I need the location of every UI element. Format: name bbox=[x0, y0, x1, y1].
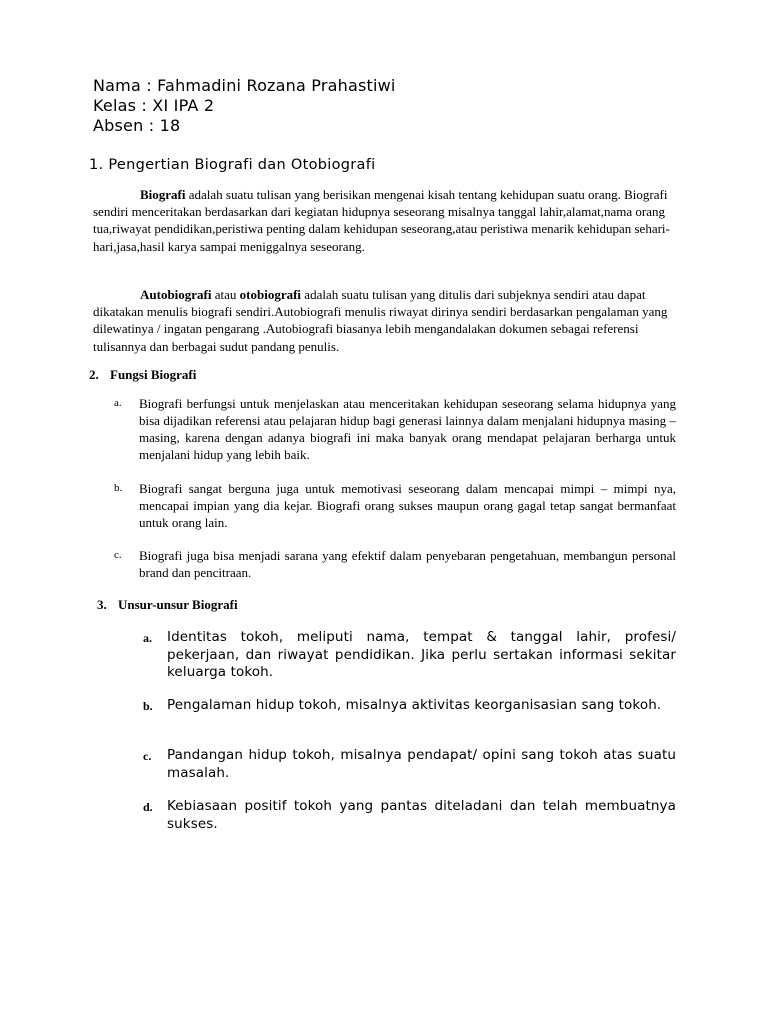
list-item-text: Biografi sangat berguna juga untuk memotivasi seseorang dalam mencapai mimpi – mimpi nya, mencapai impian yang dia kejar. Biografi orang sukses maupun orang gagal tetap sangat bermanfaat untuk orang lain. bbox=[139, 481, 676, 530]
list-marker: b. bbox=[114, 482, 123, 494]
paragraph-biografi-text: adalah suatu tulisan yang berisikan mengenai kisah tentang kehidupan suatu orang. Biografi sendiri menceritakan berdasarkan dari kegiatan hidupnya seseorang misalnya tanggal lahir,alamat,nama orang tua,riwayat pendidikan,peristiwa penting dalam kehidupan seseorang,atau peristiwa menarik kehidupan sehari-hari,jasa,hasil karya sampai meniggalnya seseorang. bbox=[93, 187, 670, 254]
section-2-title: Fungsi Biografi bbox=[110, 367, 197, 382]
list-item-text: Pengalaman hidup tokoh, misalnya aktivitas keorganisasian sang tokoh. bbox=[167, 697, 662, 713]
list-marker: a. bbox=[143, 631, 152, 645]
section-1-title: 1. Pengertian Biografi dan Otobiografi bbox=[89, 157, 376, 173]
section-2-number: 2. bbox=[89, 367, 99, 382]
paragraph-autobiografi-text: adalah suatu tulisan yang ditulis dari subjeknya sendiri atau dapat dikatakan menulis biografi sendiri.Autobiografi menulis riwayat dirinya sendiri berdasarkan pengalaman yang dilewatinya / ingatan pengarang .Autobiografi biasanya lebih mengandalakan dokumen sebagai referensi tulisannya dan berbagai sudut pandang penulis. bbox=[93, 287, 668, 354]
list-item-text: Kebiasaan positif tokoh yang pantas diteladani dan telah membuatnya sukses. bbox=[167, 798, 676, 832]
list-item bbox=[143, 747, 676, 782]
student-absen: Absen : 18 bbox=[93, 116, 181, 135]
section-3-number: 3. bbox=[97, 597, 107, 612]
paragraph-autobiografi bbox=[93, 286, 673, 355]
term-biografi: Biografi bbox=[140, 187, 186, 202]
list-item bbox=[143, 798, 676, 833]
list-item-text: Pandangan hidup tokoh, misalnya pendapat/ opini sang tokoh atas suatu masalah. bbox=[167, 747, 676, 781]
list-marker: c. bbox=[114, 549, 122, 561]
section-3-heading bbox=[97, 597, 238, 613]
student-name: Nama : Fahmadini Rozana Prahastiwi bbox=[93, 76, 396, 95]
student-class: Kelas : XI IPA 2 bbox=[93, 96, 215, 115]
list-marker: c. bbox=[143, 749, 152, 763]
term-otobiografi: otobiografi bbox=[239, 287, 302, 302]
list-item-text: Biografi berfungsi untuk menjelaskan atau menceritakan kehidupan seseorang selama hidupnya yang bisa dijadikan referensi atau pelajaran hidup bagi generasi lainnya dalam menjalani hidupnya masing – masing, karena dengan adanya biografi ini maka banyak orang mendapat pelajaran berharga untuk menjalani hidup yang lebih baik. bbox=[139, 396, 676, 462]
list-marker: b. bbox=[143, 699, 153, 713]
term-autobiografi: Autobiografi bbox=[140, 287, 212, 302]
student-header bbox=[93, 76, 396, 136]
paragraph-biografi bbox=[93, 186, 673, 255]
connector-text: atau bbox=[211, 287, 240, 302]
list-item-text: Biografi juga bisa menjadi sarana yang efektif dalam penyebaran pengetahuan, membangun personal brand dan pencitraan. bbox=[139, 548, 676, 580]
list-marker: a. bbox=[114, 397, 122, 409]
section-3-title: Unsur-unsur Biografi bbox=[118, 597, 238, 612]
section-2-heading bbox=[89, 367, 196, 383]
list-item bbox=[143, 629, 676, 682]
list-item-text: Identitas tokoh, meliputi nama, tempat & tanggal lahir, profesi/ pekerjaan, dan riwayat pendidikan. Jika perlu sertakan informasi sekitar keluarga tokoh. bbox=[167, 629, 676, 680]
list-item bbox=[143, 697, 676, 715]
list-item bbox=[114, 480, 676, 531]
list-item bbox=[114, 547, 676, 581]
list-marker: d. bbox=[143, 800, 153, 814]
list-item bbox=[114, 395, 676, 463]
